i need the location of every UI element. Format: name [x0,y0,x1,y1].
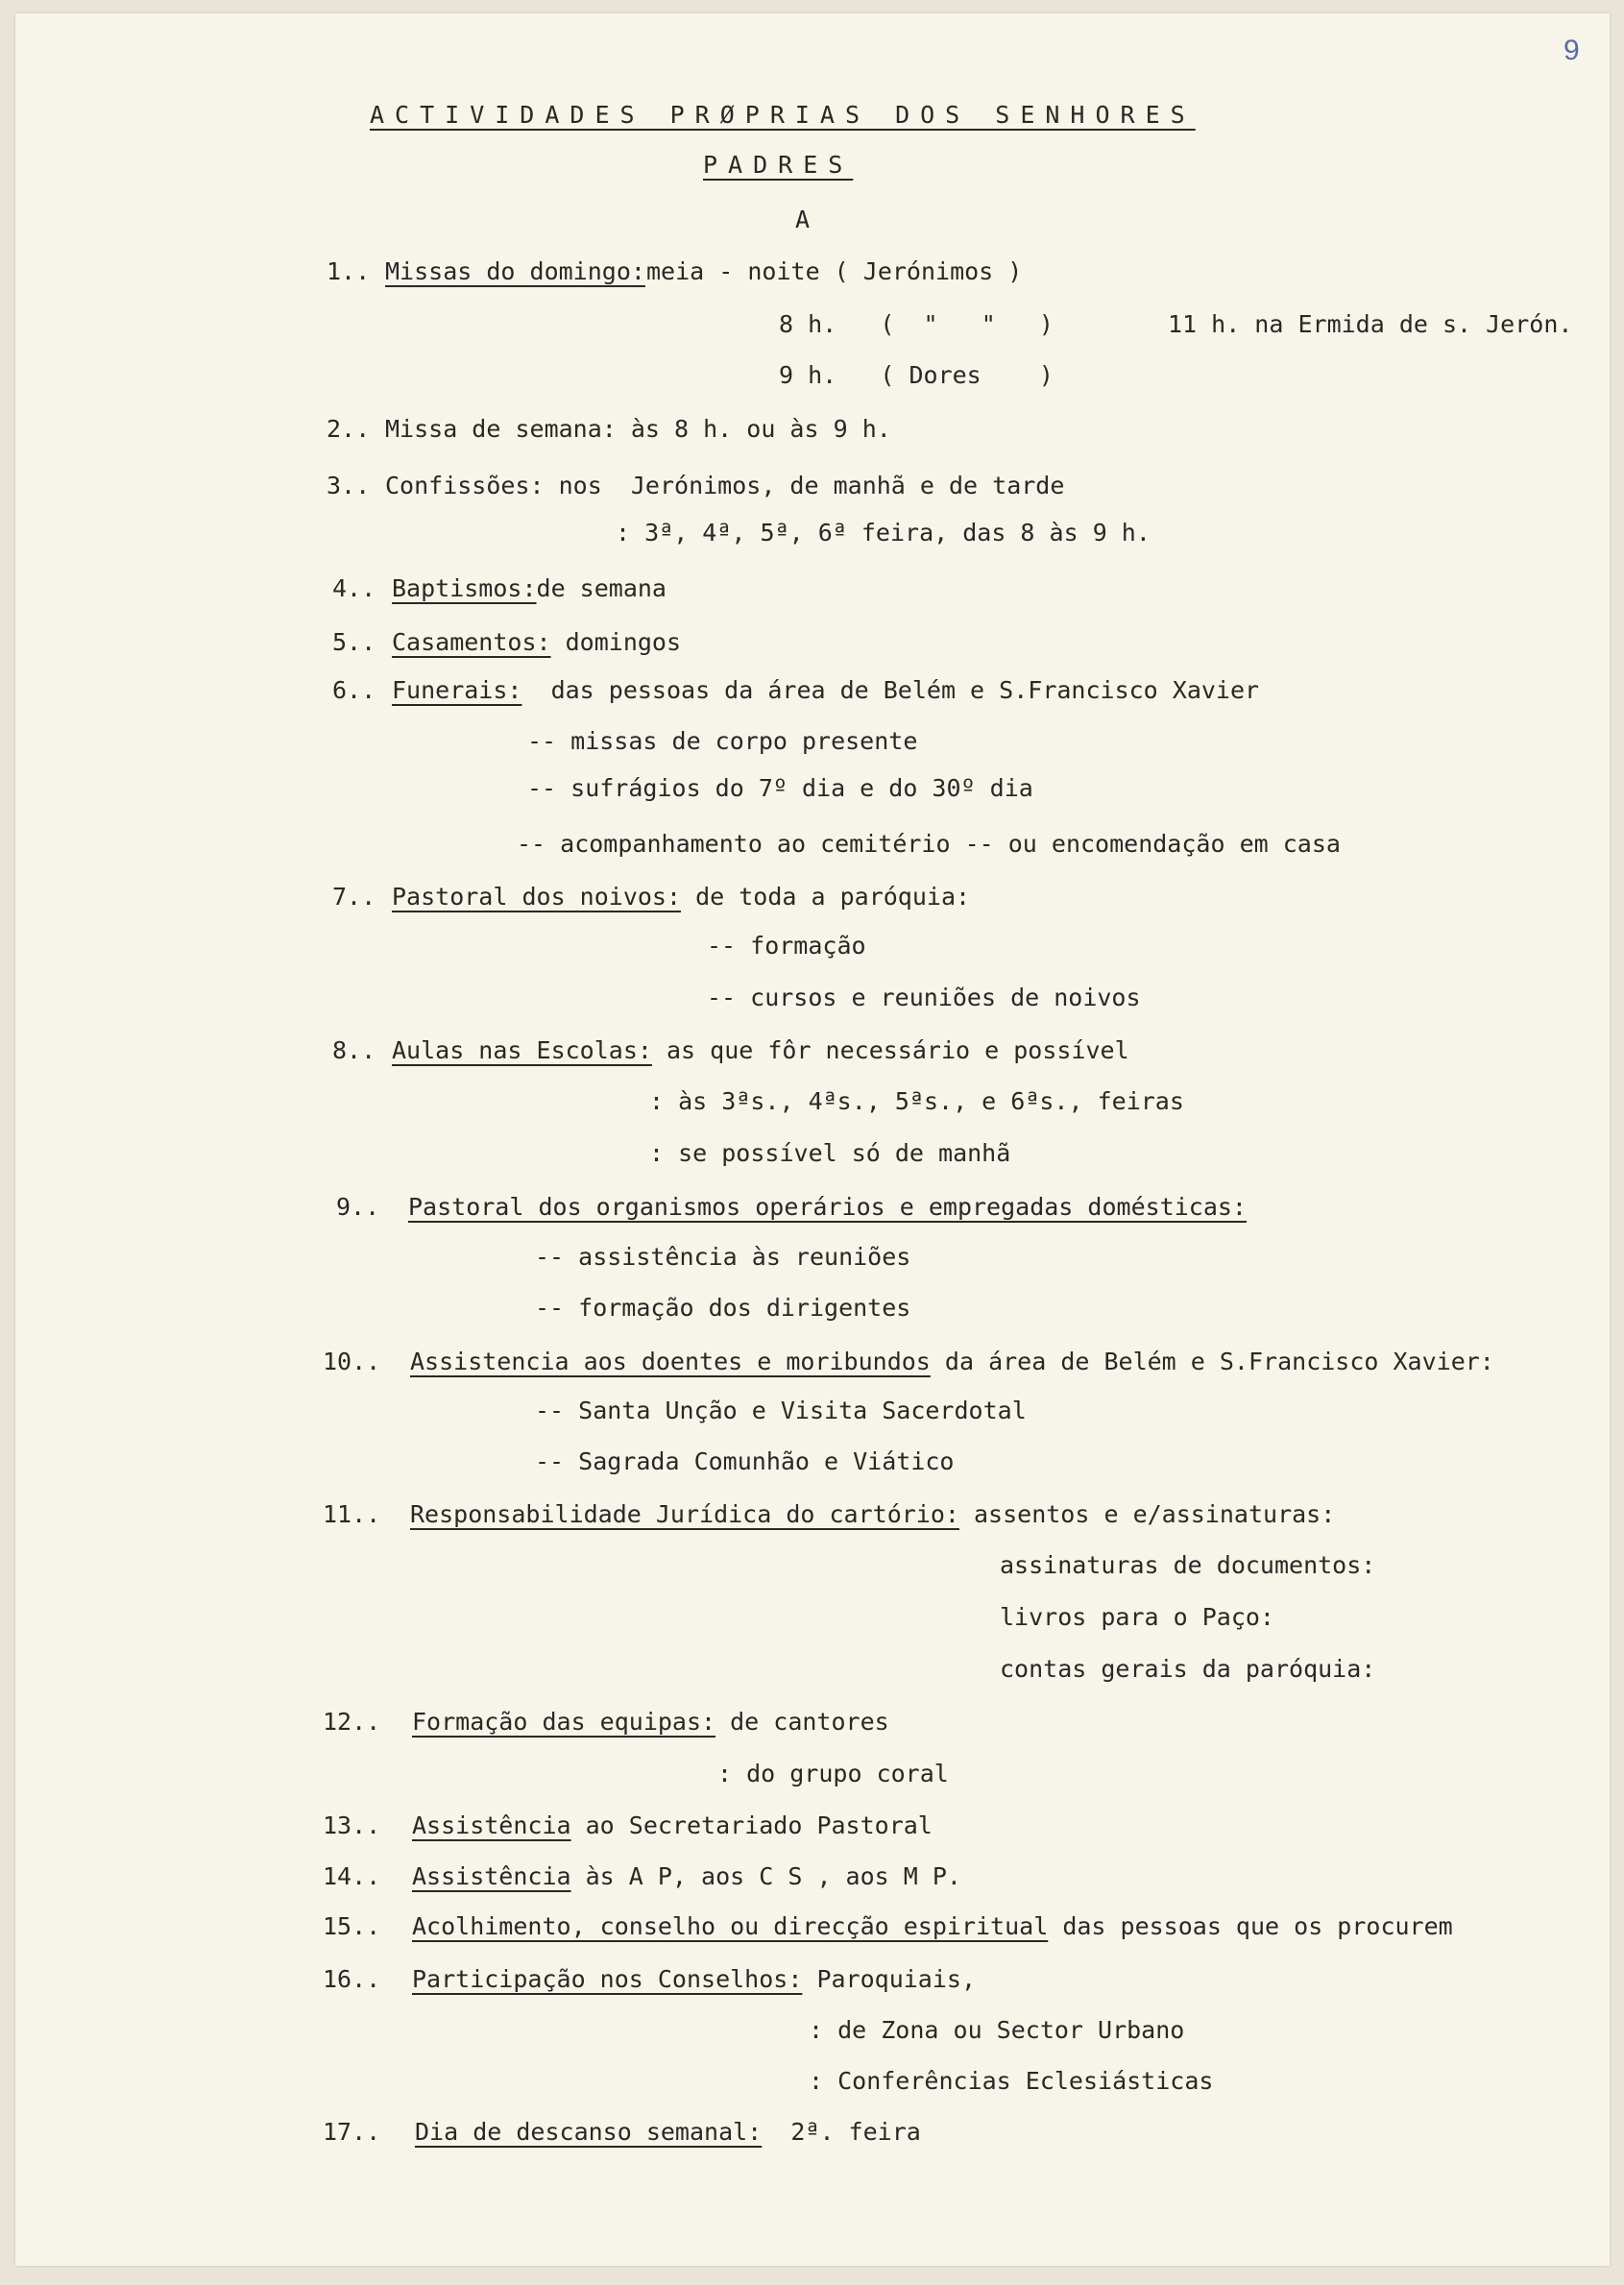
item-detail: : do grupo coral [717,1760,949,1787]
item-text: de toda a paróquia: [681,883,971,911]
item-line [392,1036,1129,1065]
item-detail: meia - noite ( Jerónimos ) [646,257,1023,285]
item-detail: : 3ª, 4ª, 5ª, 6ª feira, das 8 às 9 h. [616,519,1151,547]
item-number: 4.. [332,574,376,602]
item-detail: 9 h. ( Dores ) [779,361,1054,389]
item-number: 12.. [323,1708,381,1736]
item-number: 16.. [323,1965,381,1993]
item-detail: livros para o Paço: [1000,1603,1274,1631]
item-text: Confissões: nos Jerónimos, de manhã e de tarde [385,472,1065,499]
item-number: 3.. [327,472,371,499]
item-label: Pastoral dos organismos operários e empregadas domésticas: [408,1193,1247,1221]
item-number: 11.. [323,1500,381,1528]
item-number: 1.. [327,257,371,285]
item-text: de semana [536,574,667,602]
item-detail: : se possível só de manhã [649,1139,1011,1167]
item-text: Paroquiais, [802,1965,977,1993]
item-detail: -- Sagrada Comunhão e Viático [535,1447,955,1475]
item-text: assentos e e/assinaturas: [958,1500,1336,1528]
item-line [408,1193,1247,1222]
item-detail: -- assistência às reuniões [535,1243,911,1271]
item-label: Pastoral dos noivos: [392,883,682,911]
item-line [415,2118,921,2147]
item-label: Responsabilidade Jurídica do cartório: [410,1500,959,1528]
item-label: Participação nos Conselhos: [412,1965,803,1993]
item-detail: -- sufrágios do 7º dia e do 30º dia [527,774,1033,802]
item-line [392,628,681,657]
item-label: Assistencia aos doentes e moribundos [410,1348,931,1375]
item-line [410,1500,1335,1529]
item-number: 13.. [323,1811,381,1839]
item-label: Aulas nas Escolas: [392,1036,652,1064]
title-line-2: PADRES [703,151,854,179]
item-number: 17.. [323,2118,381,2146]
item-label: Assistência [412,1811,571,1839]
item-text: 2ª. feira [762,2118,921,2146]
item-detail: : Conferências Eclesiásticas [809,2067,1214,2095]
title-line-1: ACTIVIDADES PRØPRIAS DOS SENHORES [370,101,1196,129]
item-detail: -- missas de corpo presente [527,727,918,755]
item-detail: -- formação dos dirigentes [535,1294,911,1322]
item-detail: 8 h. ( " " ) [779,310,1054,338]
item-line [392,676,1259,705]
item-label: Funerais: [392,676,522,704]
item-text: ao Secretariado Pastoral [570,1811,933,1839]
item-detail: -- Santa Unção e Visita Sacerdotal [535,1397,1027,1424]
item-text: domingos [550,628,682,656]
item-line [392,574,667,603]
item-label: Dia de descanso semanal: [415,2118,763,2146]
page-number: 9 [1563,35,1580,66]
item-label: Assistência [412,1862,571,1890]
item-number: 7.. [332,883,376,911]
item-text: as que fôr necessário e possível [651,1036,1129,1064]
item-line [412,1965,976,1994]
item-number: 9.. [336,1193,380,1221]
item-number: 5.. [332,628,376,656]
item-line [412,1912,1453,1941]
item-text: da área de Belém e S.Francisco Xavier: [930,1348,1494,1375]
item-line [412,1811,933,1840]
item-line [410,1348,1494,1376]
item-label: Baptismos: [392,574,537,602]
item-detail: contas gerais da paróquia: [1000,1655,1376,1683]
item-text: das pessoas que os procurem [1048,1912,1453,1940]
item-text: das pessoas da área de Belém e S.Francisco Xavier [521,676,1260,704]
item-line [385,257,645,286]
item-detail: : de Zona ou Sector Urbano [809,2016,1185,2044]
item-number: 10.. [323,1348,381,1375]
item-number: 6.. [332,676,376,704]
document-page [15,13,1610,2266]
item-text: de cantores [715,1708,889,1736]
item-line [412,1862,961,1891]
item-detail: -- acompanhamento ao cemitério -- ou encomendação em casa [517,830,1341,858]
item-line [392,883,970,912]
item-label: Missas do domingo: [385,257,645,285]
item-detail: : às 3ªs., 4ªs., 5ªs., e 6ªs., feiras [649,1087,1184,1115]
section-letter: A [795,206,811,233]
item-detail: -- formação [707,932,866,960]
item-label: Acolhimento, conselho ou direcção espiritual [412,1912,1049,1940]
item-text: Missa de semana: às 8 h. ou às 9 h. [385,415,891,443]
item-number: 14.. [323,1862,381,1890]
item-detail: 11 h. na Ermida de s. Jerón. [1168,310,1573,338]
item-number: 8.. [332,1036,376,1064]
item-number: 15.. [323,1912,381,1940]
item-line [412,1708,889,1737]
item-text: às A P, aos C S , aos M P. [570,1862,961,1890]
item-detail: -- cursos e reuniões de noivos [707,984,1141,1011]
item-detail: assinaturas de documentos: [1000,1551,1376,1579]
item-label: Formação das equipas: [412,1708,716,1736]
item-label: Casamentos: [392,628,551,656]
item-number: 2.. [327,415,371,443]
